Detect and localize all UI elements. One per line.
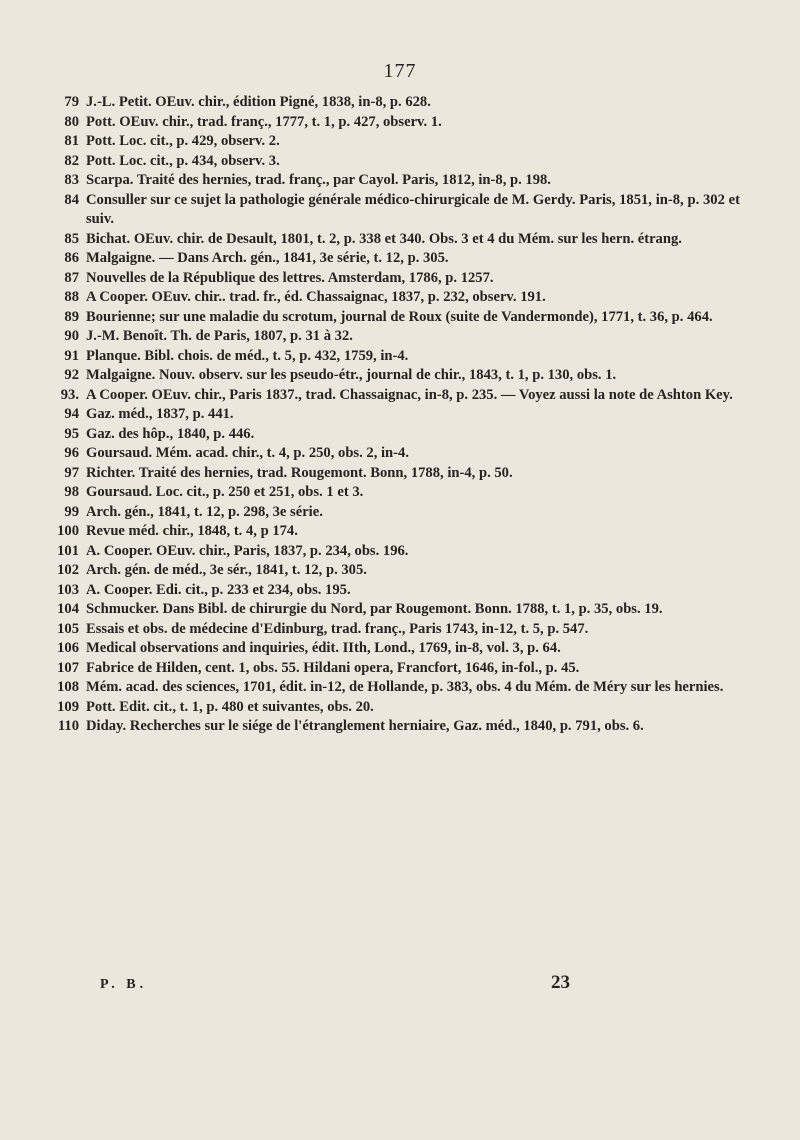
reference-text: A. Cooper. Edi. cit., p. 233 et 234, obs. 195. xyxy=(86,581,351,598)
reference-item xyxy=(50,386,740,406)
reference-text: Medical observations and inquiries, édit. IIth, Lond., 1769, in-8, vol. 3, p. 64. xyxy=(86,640,561,656)
reference-list xyxy=(50,93,740,737)
reference-text: Pott. Loc. cit., p. 434, observ. 3. xyxy=(86,152,280,169)
reference-text: A Cooper. OEuv. chir.. trad. fr., éd. Chassaignac, 1837, p. 232, observ. 191. xyxy=(86,289,546,305)
reference-item xyxy=(50,269,740,289)
reference-text: Gaz. des hôp., 1840, p. 446. xyxy=(86,425,255,442)
reference-text: J.-L. Petit. OEuv. chir., édition Pigné, 1838, in-8, p. 628. xyxy=(86,94,431,110)
reference-item xyxy=(50,171,740,191)
reference-text: Nouvelles de la République des lettres. Amsterdam, 1786, p. 1257. xyxy=(86,269,494,286)
reference-number: 79 xyxy=(64,94,79,110)
reference-number: 102 xyxy=(57,562,79,578)
reference-text: Schmucker. Dans Bibl. de chirurgie du Nord, par Rougemont. Bonn. 1788, t. 1, p. 35, obs. 19. xyxy=(86,601,663,617)
reference-item xyxy=(50,659,740,679)
reference-number: 85 xyxy=(64,230,79,247)
reference-number: 81 xyxy=(64,133,79,149)
reference-item xyxy=(50,503,740,523)
reference-item xyxy=(50,717,740,737)
reference-number: 105 xyxy=(57,620,79,637)
reference-number: 103 xyxy=(57,581,79,598)
reference-text: Pott. Loc. cit., p. 429, observ. 2. xyxy=(86,133,280,149)
reference-number: 107 xyxy=(57,659,79,676)
reference-item xyxy=(50,347,740,367)
reference-text: Mém. acad. des sciences, 1701, édit. in-12, de Hollande, p. 383, obs. 4 du Mém. de Méry sur les hernies. xyxy=(86,679,724,695)
reference-item xyxy=(50,132,740,152)
reference-text: Bichat. OEuv. chir. de Desault, 1801, t. 2, p. 338 et 340. Obs. 3 et 4 du Mém. sur les hern. étrang. xyxy=(86,230,682,247)
reference-text: Gaz. méd., 1837, p. 441. xyxy=(86,406,234,422)
reference-item xyxy=(50,425,740,445)
reference-item xyxy=(50,366,740,386)
reference-item xyxy=(50,639,740,659)
printer-signature: P. B. xyxy=(100,977,148,992)
reference-item xyxy=(50,152,740,172)
reference-item xyxy=(50,561,740,581)
reference-item xyxy=(50,620,740,640)
reference-text: Arch. gén., 1841, t. 12, p. 298, 3e série. xyxy=(86,503,323,520)
reference-text: A Cooper. OEuv. chir., Paris 1837., trad. Chassaignac, in-8, p. 235. — Voyez aussi la note de Ashton Key. xyxy=(86,386,733,403)
reference-number: 108 xyxy=(57,679,79,695)
reference-item xyxy=(50,93,740,113)
reference-item xyxy=(50,581,740,601)
reference-item xyxy=(50,230,740,250)
reference-number: 95 xyxy=(64,425,79,442)
reference-item xyxy=(50,483,740,503)
reference-text: Scarpa. Traité des hernies, trad. franç., par Cayol. Paris, 1812, in-8, p. 198. xyxy=(86,172,551,188)
reference-number: 96 xyxy=(64,445,79,461)
reference-number: 98 xyxy=(64,484,79,500)
reference-text: Goursaud. Mém. acad. chir., t. 4, p. 250, obs. 2, in-4. xyxy=(86,445,409,461)
page-footer xyxy=(100,972,710,994)
reference-number: 92 xyxy=(64,367,79,383)
reference-text: J.-M. Benoît. Th. de Paris, 1807, p. 31 à 32. xyxy=(86,328,353,344)
reference-text: Pott. OEuv. chir., trad. franç., 1777, t. 1, p. 427, observ. 1. xyxy=(86,113,442,130)
reference-number: 99 xyxy=(64,503,79,520)
reference-text: Malgaigne. Nouv. observ. sur les pseudo-étr., journal de chir., 1843, t. 1, p. 130, obs. 1. xyxy=(86,367,617,383)
reference-text: Bourienne; sur une maladie du scrotum, journal de Roux (suite de Vandermonde), 1771, t. 36, p. 464. xyxy=(86,308,713,325)
reference-number: 80 xyxy=(64,113,79,130)
reference-number: 91 xyxy=(64,347,79,364)
reference-text: Diday. Recherches sur le siége de l'étranglement herniaire, Gaz. méd., 1840, p. 791, obs. 6. xyxy=(86,718,644,734)
reference-number: 89 xyxy=(64,308,79,325)
reference-item xyxy=(50,542,740,562)
reference-number: 94 xyxy=(64,406,79,422)
reference-number: 87 xyxy=(64,269,79,286)
reference-item xyxy=(50,405,740,425)
reference-text: Revue méd. chir., 1848, t. 4, p 174. xyxy=(86,523,298,539)
reference-number: 97 xyxy=(64,464,79,481)
reference-item xyxy=(50,522,740,542)
page-number: 177 xyxy=(383,60,417,82)
reference-item xyxy=(50,249,740,269)
reference-text: Arch. gén. de méd., 3e sér., 1841, t. 12, p. 305. xyxy=(86,562,367,578)
reference-number: 88 xyxy=(64,289,79,305)
reference-number: 90 xyxy=(64,328,79,344)
reference-item xyxy=(50,113,740,133)
reference-number: 101 xyxy=(57,542,79,559)
reference-text: Planque. Bibl. chois. de méd., t. 5, p. 432, 1759, in-4. xyxy=(86,347,409,364)
reference-number: 82 xyxy=(64,152,79,169)
reference-number: 83 xyxy=(64,172,79,188)
reference-item xyxy=(50,191,740,230)
reference-number: 106 xyxy=(57,640,79,656)
reference-text: A. Cooper. OEuv. chir., Paris, 1837, p. 234, obs. 196. xyxy=(86,542,409,559)
reference-text: Pott. Edit. cit., t. 1, p. 480 et suivantes, obs. 20. xyxy=(86,698,374,715)
reference-item xyxy=(50,678,740,698)
reference-number: 84 xyxy=(64,191,79,208)
reference-text: Fabrice de Hilden, cent. 1, obs. 55. Hildani opera, Francfort, 1646, in-fol., p. 45. xyxy=(86,659,580,676)
reference-number: 93. xyxy=(60,386,79,403)
reference-number: 86 xyxy=(64,250,79,266)
sheet-number: 23 xyxy=(551,972,570,993)
reference-text: Essais et obs. de médecine d'Edinburg, trad. franç., Paris 1743, in-12, t. 5, p. 547. xyxy=(86,620,589,637)
reference-text: Consuller sur ce sujet la pathologie générale médico-chirurgicale de M. Gerdy. Paris, 1851, in-8, p. 302 et suiv. xyxy=(86,191,740,227)
reference-text: Malgaigne. — Dans Arch. gén., 1841, 3e série, t. 12, p. 305. xyxy=(86,250,449,266)
reference-item xyxy=(50,698,740,718)
reference-item xyxy=(50,444,740,464)
reference-text: Goursaud. Loc. cit., p. 250 et 251, obs. 1 et 3. xyxy=(86,484,364,500)
reference-item xyxy=(50,308,740,328)
reference-item xyxy=(50,288,740,308)
reference-item xyxy=(50,327,740,347)
reference-number: 110 xyxy=(57,718,79,734)
reference-item xyxy=(50,600,740,620)
reference-number: 109 xyxy=(57,698,79,715)
reference-number: 100 xyxy=(57,523,79,539)
reference-number: 104 xyxy=(57,601,79,617)
reference-text: Richter. Traité des hernies, trad. Rougemont. Bonn, 1788, in-4, p. 50. xyxy=(86,464,513,481)
reference-item xyxy=(50,464,740,484)
